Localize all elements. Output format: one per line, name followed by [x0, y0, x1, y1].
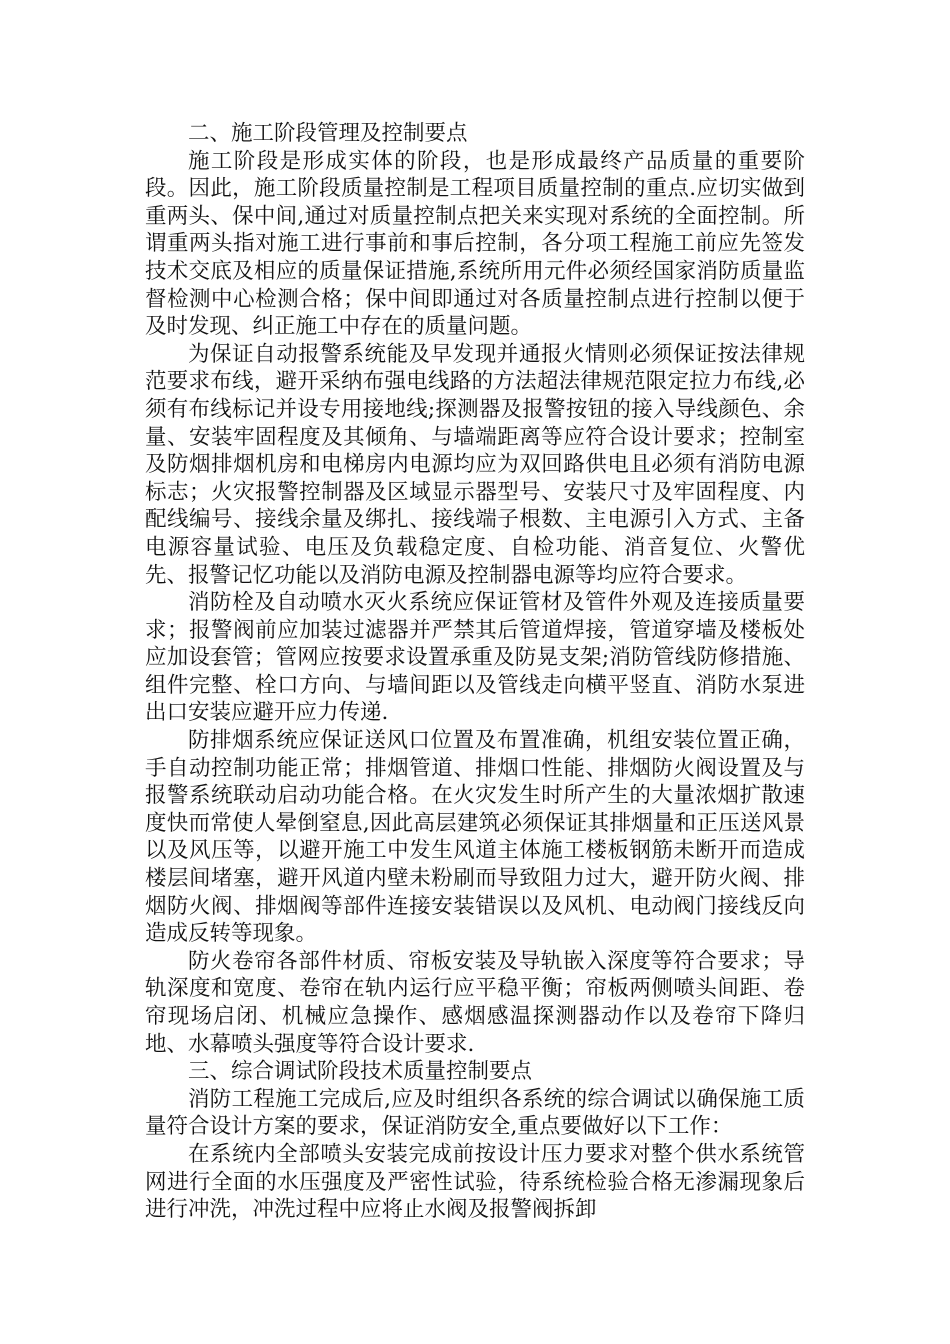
paragraph-pressure-test: 在系统内全部喷头安装完成前按设计压力要求对整个供水系统管网进行全面的水压强度及严密性试验，待系统检验合格无渗漏现象后进行冲洗，冲洗过程中应将止水阀及报警阀拆卸 [145, 1141, 805, 1223]
paragraph-construction-stage-overview: 施工阶段是形成实体的阶段，也是形成最终产品质量的重要阶段。因此，施工阶段质量控制是工程项目质量控制的重点.应切实做到重两头、保中间,通过对质量控制点把关来实现对系统的全面控制。所谓重两头指对施工进行事前和事后控制，各分项工程施工前应先签发技术交底及相应的质量保证措施,系统所用元件必须经国家消防质量监督检测中心检测合格；保中间即通过对各质量控制点进行控制以便于及时发现、纠正施工中存在的质量问题。 [145, 148, 805, 340]
paragraph-alarm-system: 为保证自动报警系统能及早发现并通报火情则必须保证按法律规范要求布线，避开采纳布强电线路的方法超法律规范限定拉力布线,必须有布线标记并设专用接地线;探测器及报警按钮的接入导线颜色、余量、安装牢固程度及其倾角、与墙端距离等应符合设计要求；控制室及防烟排烟机房和电梯房内电源均应为双回路供电且必须有消防电源标志；火灾报警控制器及区域显示器型号、安装尺寸及牢固程度、内配线编号、接线余量及绑扎、接线端子根数、主电源引入方式、主备电源容量试验、电压及负载稳定度、自检功能、消音复位、火警优先、报警记忆功能以及消防电源及控制器电源等均应符合要求。 [145, 341, 805, 588]
section-heading-commissioning: 三、综合调试阶段技术质量控制要点 [188, 1059, 533, 1085]
paragraph-fire-shutter: 防火卷帘各部件材质、帘板安装及导轨嵌入深度等符合要求；导轨深度和宽度、卷帘在轨内运行应平稳平衡；帘板两侧喷头间距、卷帘现场启闭、机械应急操作、感烟感温探测器动作以及卷帘下降归地、水幕喷头强度等符合设计要求. [145, 948, 805, 1057]
document-body [145, 120, 805, 1224]
section-heading-construction-stage: 二、施工阶段管理及控制要点 [188, 121, 468, 146]
paragraph-hydrant-sprinkler: 消防栓及自动喷水灭火系统应保证管材及管件外观及连接质量要求；报警阀前应加装过滤器并严禁其后管道焊接，管道穿墙及楼板处应加设套管；管网应按要求设置承重及防晃支架;消防管线防修措施、组件完整、栓口方向、与墙间距以及管线走向横平竖直、消防水泵进出口安装应避开应力传递. [145, 590, 805, 726]
paragraph-commissioning-intro: 消防工程施工完成后,应及时组织各系统的综合调试以确保施工质量符合设计方案的要求，保证消防安全,重点要做好以下工作： [145, 1086, 805, 1140]
paragraph-smoke-exhaust: 防排烟系统应保证送风口位置及布置准确，机组安装位置正确，手自动控制功能正常；排烟管道、排烟口性能、排烟防火阀设置及与报警系统联动启动功能合格。在火灾发生时所产生的大量浓烟扩散速度快而常使人晕倒窒息,因此高层建筑必须保证其排烟量和正压送风景以及风压等，以避开施工中发生风道主体施工楼板钢筋未断开而造成楼层间堵塞，避开风道内壁未粉刷而导致阻力过大，避开防火阀、排烟防火阀、排烟阀等部件连接安装错误以及风机、电动阀门接线反向造成反转等现象。 [145, 728, 805, 947]
